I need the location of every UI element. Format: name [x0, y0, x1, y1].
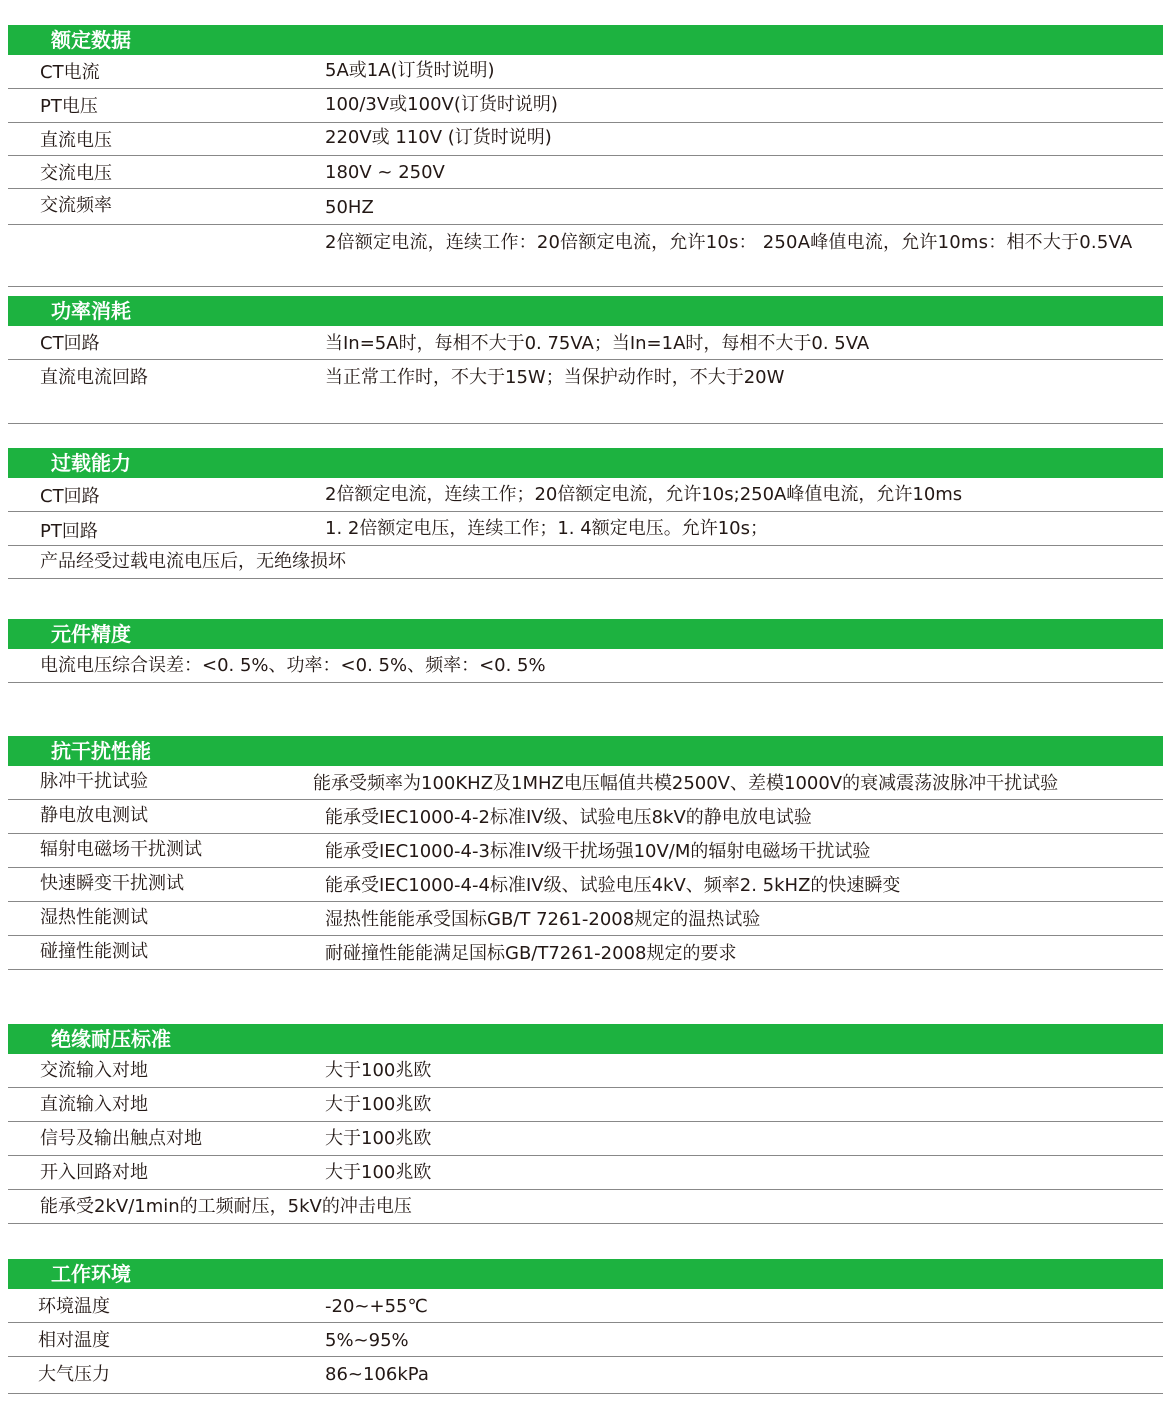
row-value: 2倍额定电流，连续工作；20倍额定电流，允许10s;250A峰值电流，允许10ms [325, 484, 963, 505]
table-row [8, 936, 1163, 970]
section-rated-data [8, 25, 1163, 287]
table-row [8, 189, 1163, 225]
row-key: 大气压力 [38, 1364, 110, 1385]
row-key: 环境温度 [38, 1296, 110, 1317]
table-row [8, 1323, 1163, 1357]
row-value: 5A或1A(订货时说明) [325, 60, 495, 81]
section-anti-interference [8, 736, 1163, 971]
note-text: 电流电压综合误差：<0. 5%、功率：<0. 5%、频率：<0. 5% [40, 655, 546, 676]
section-title: 元件精度 [8, 619, 1163, 649]
table-row [8, 360, 1163, 424]
row-key: PT电压 [40, 96, 98, 117]
row-value: 大于100兆欧 [325, 1128, 432, 1149]
table-row [8, 123, 1163, 156]
table-row [8, 766, 1163, 800]
section-overload-capacity [8, 448, 1163, 581]
row-value: 当In=5A时，每相不大于0. 75VA；当In=1A时，每相不大于0. 5VA [325, 333, 870, 354]
row-value: 能承受IEC1000-4-4标准IV级、试验电压4kV、频率2. 5kHZ的快速瞬变 [325, 875, 901, 896]
table-row [8, 1357, 1163, 1394]
row-value: 当正常工作时，不大于15W；当保护动作时，不大于20W [325, 367, 785, 388]
row-value: 1. 2倍额定电压，连续工作；1. 4额定电压。允许10s； [325, 518, 768, 539]
table-row [8, 1289, 1163, 1323]
table-row [8, 1122, 1163, 1156]
row-value: 大于100兆欧 [325, 1162, 432, 1183]
section-power-consumption [8, 296, 1163, 396]
row-key: 交流频率 [40, 195, 112, 216]
section-note [8, 546, 1163, 579]
table-row [8, 1156, 1163, 1190]
row-value: 能承受IEC1000-4-3标准IV级干扰场强10V/M的辐射电磁场干扰试验 [325, 841, 871, 862]
table-row [8, 89, 1163, 123]
row-key: 直流输入对地 [40, 1094, 148, 1115]
section-title: 绝缘耐压标准 [8, 1024, 1163, 1054]
table-row [8, 225, 1163, 287]
table-row [8, 55, 1163, 89]
note-text: 产品经受过载电流电压后，无绝缘损坏 [40, 551, 346, 572]
row-key: 静电放电测试 [40, 805, 148, 826]
row-key: 交流输入对地 [40, 1060, 148, 1081]
section-title: 功率消耗 [8, 296, 1163, 326]
row-key: 辐射电磁场干扰测试 [40, 839, 202, 860]
row-key: 交流电压 [40, 163, 112, 184]
table-row [8, 1054, 1163, 1088]
row-value: 180V ~ 250V [325, 162, 445, 183]
table-row [8, 1088, 1163, 1122]
row-value: 耐碰撞性能能满足国标GB/T7261-2008规定的要求 [325, 943, 737, 964]
row-key: CT回路 [40, 486, 100, 507]
row-key: CT电流 [40, 62, 100, 83]
section-title: 过载能力 [8, 448, 1163, 478]
table-row [8, 326, 1163, 360]
row-value: 能承受频率为100KHZ及1MHZ电压幅值共模2500V、差模1000V的衰减震荡波脉冲干扰试验 [313, 773, 1059, 794]
table-row [8, 800, 1163, 834]
row-value: 湿热性能能承受国标GB/T 7261-2008规定的温热试验 [325, 909, 761, 930]
section-title: 额定数据 [8, 25, 1163, 55]
row-key: 直流电压 [40, 130, 112, 151]
row-key: 相对温度 [38, 1330, 110, 1351]
table-row [8, 902, 1163, 936]
row-key: 快速瞬变干扰测试 [40, 873, 184, 894]
section-insulation-standard [8, 1024, 1163, 1227]
row-value: -20~+55℃ [325, 1296, 428, 1317]
row-key: 碰撞性能测试 [40, 941, 148, 962]
table-row [8, 868, 1163, 902]
section-note [8, 649, 1163, 683]
row-key: 湿热性能测试 [40, 907, 148, 928]
row-key: 信号及输出触点对地 [40, 1128, 202, 1149]
section-working-environment [8, 1259, 1163, 1399]
row-value: 大于100兆欧 [325, 1060, 432, 1081]
table-row [8, 834, 1163, 868]
row-value: 50HZ [325, 197, 374, 218]
section-component-accuracy [8, 619, 1163, 684]
row-key: CT回路 [40, 333, 100, 354]
row-key: 直流电流回路 [40, 367, 148, 388]
row-value: 100/3V或100V(订货时说明) [325, 94, 558, 115]
table-row [8, 478, 1163, 512]
table-row [8, 156, 1163, 189]
row-key: 脉冲干扰试验 [40, 771, 148, 792]
row-value: 能承受IEC1000-4-2标准IV级、试验电压8kV的静电放电试验 [325, 807, 812, 828]
row-value: 86~106kPa [325, 1364, 429, 1385]
row-value: 5%~95% [325, 1330, 409, 1351]
note-text: 能承受2kV/1min的工频耐压，5kV的冲击电压 [40, 1196, 412, 1217]
section-note [8, 1190, 1163, 1224]
row-value: 大于100兆欧 [325, 1094, 432, 1115]
row-value: 220V或 110V (订货时说明) [325, 127, 552, 148]
row-value: 2倍额定电流，连续工作：20倍额定电流，允许10s： 250A峰值电流，允许10ms：相不大于0.5VA [325, 232, 1133, 253]
section-title: 抗干扰性能 [8, 736, 1163, 766]
table-row [8, 512, 1163, 546]
section-title: 工作环境 [8, 1259, 1163, 1289]
row-key: 开入回路对地 [40, 1162, 148, 1183]
row-key: PT回路 [40, 521, 98, 542]
